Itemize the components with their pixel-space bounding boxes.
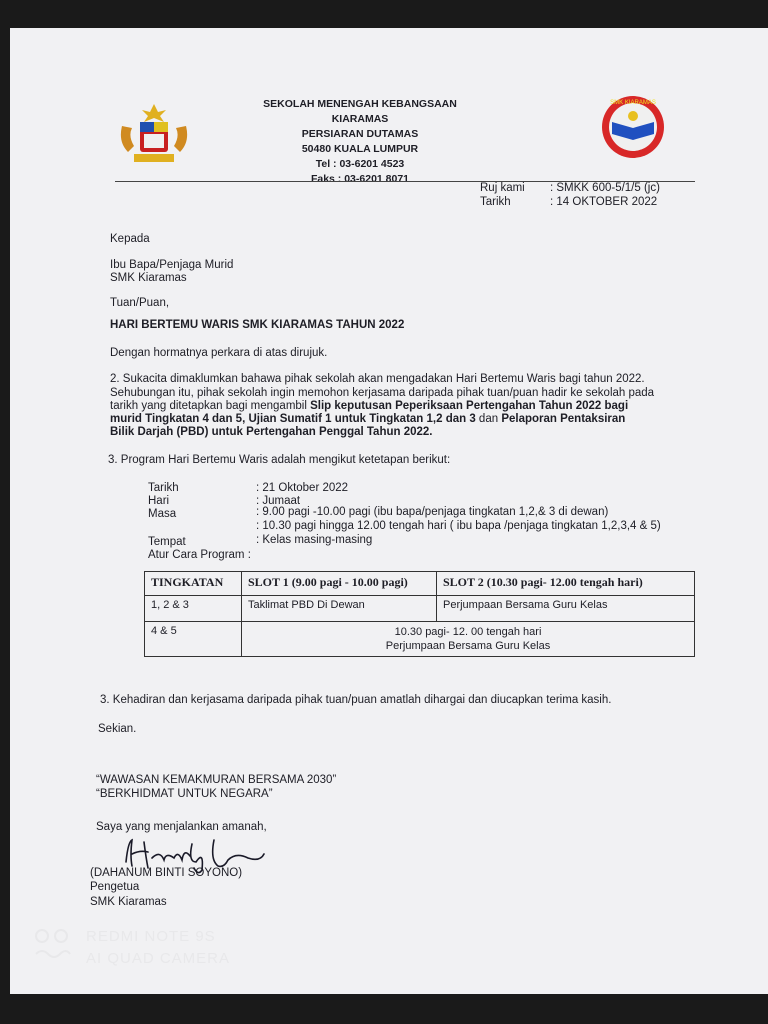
kepada: Kepada xyxy=(110,233,150,245)
motto-1: “WAWASAN KEMAKMURAN BERSAMA 2030” xyxy=(96,774,337,786)
para-2-line3-bold: Slip keputusan Peperiksaan Pertengahan Tahun 2022 bagi xyxy=(310,400,629,412)
school-logo-icon xyxy=(594,94,672,160)
para-1: Dengan hormatnya perkara di atas dirujuk. xyxy=(110,347,328,359)
para-2-line4-bold2: Pelaporan Pentaksiran xyxy=(501,413,626,425)
para-2-line1: 2. Sukacita dimaklumkan bahawa pihak sekolah akan mengadakan Hari Bertemu Waris bagi tahun 2022. xyxy=(110,373,645,385)
detail-tempat-value: : Kelas masing-masing xyxy=(256,534,373,546)
subject: HARI BERTEMU WARIS SMK KIARAMAS TAHUN 2022 xyxy=(110,319,405,331)
table-header-cell: SLOT 2 (10.30 pagi- 12.00 tengah hari) xyxy=(437,572,695,596)
logo-lettering: SMK KIARAMAS xyxy=(610,100,656,106)
signer-org: SMK Kiaramas xyxy=(90,896,167,908)
para-2-line4-bold: murid Tingkatan 4 dan 5, Ujian Sumatif 1 untuk Tingkatan 1,2 dan 3 xyxy=(110,413,476,425)
para-2-line2: Sehubungan itu, pihak sekolah ingin memohon kerjasama daripada pihak tuan/puan hadir ke sekolah pada xyxy=(110,387,655,399)
para-4: 3. Kehadiran dan kerjasama daripada pihak tuan/puan amatlah dihargai dan diucapkan terima kasih. xyxy=(100,694,612,706)
amanah-line: Saya yang menjalankan amanah, xyxy=(96,821,267,833)
table-cell: Perjumpaan Bersama Guru Kelas xyxy=(437,596,695,622)
school-tel: Tel : 03-6201 4523 xyxy=(315,158,405,170)
date-value: : 14 OKTOBER 2022 xyxy=(550,196,658,208)
signer-title: Pengetua xyxy=(90,881,140,893)
table-cell: 4 & 5 xyxy=(145,622,242,657)
school-fax: Faks : 03-6201 8071 xyxy=(310,173,410,185)
para-2-line4 xyxy=(110,412,625,426)
ref-value: : SMKK 600-5/1/5 (jc) xyxy=(550,182,660,194)
detail-masa-value2: : 10.30 pagi hingga 12.00 tengah hari ( ibu bapa /penjaga tingkatan 1,2,3,4 & 5) xyxy=(256,520,661,532)
signer-name: (DAHANUM BINTI SOYONO) xyxy=(90,867,243,879)
watermark-line1: REDMI NOTE 9S xyxy=(86,928,216,945)
salutation: Tuan/Puan, xyxy=(110,297,170,309)
watermark-line2: AI QUAD CAMERA xyxy=(86,950,231,967)
detail-masa-value1: : 9.00 pagi -10.00 pagi (ibu bapa/penjaga tingkatan 1,2,& 3 di dewan) xyxy=(256,506,609,518)
para-2-line3-text: tarikh yang ditetapkan bagi mengambil xyxy=(110,400,311,412)
table-cell: Taklimat PBD Di Dewan xyxy=(242,596,437,622)
camera-watermark-icon xyxy=(32,928,72,962)
motto-2: “BERKHIDMAT UNTUK NEGARA” xyxy=(96,788,273,800)
para-2-line5: Bilik Darjah (PBD) untuk Pertengahan Penggal Tahun 2022. xyxy=(110,426,433,438)
detail-hari-value: : Jumaat xyxy=(256,495,301,507)
para-2-line4-dan: dan xyxy=(475,413,502,425)
table-cell: 1, 2 & 3 xyxy=(145,596,242,622)
table-cell-merged xyxy=(242,622,695,657)
program-table xyxy=(144,571,695,657)
para-2-line3 xyxy=(110,399,628,413)
para-3: 3. Program Hari Bertemu Waris adalah mengikut ketetapan berikut: xyxy=(108,454,451,466)
table-row xyxy=(145,596,695,622)
date-label: Tarikh xyxy=(480,196,511,208)
table-cell-line: 10.30 pagi- 12. 00 tengah hari xyxy=(394,626,542,638)
detail-hari-label: Hari xyxy=(148,495,170,507)
school-city: 50480 KUALA LUMPUR xyxy=(301,143,419,155)
coat-of-arms-icon xyxy=(114,102,194,166)
table-row xyxy=(145,622,695,657)
recipient-line2: SMK Kiaramas xyxy=(110,272,187,284)
detail-tarikh-value: : 21 Oktober 2022 xyxy=(256,482,349,494)
detail-atur-label: Atur Cara Program : xyxy=(148,549,251,561)
table-header-row xyxy=(145,572,695,596)
detail-tarikh-label: Tarikh xyxy=(148,482,179,494)
sekian: Sekian. xyxy=(98,723,137,735)
school-street: PERSIARAN DUTAMAS xyxy=(301,128,419,140)
table-header-cell: SLOT 1 (9.00 pagi - 10.00 pagi) xyxy=(242,572,437,596)
detail-tempat-label: Tempat xyxy=(148,536,186,548)
recipient-line1: Ibu Bapa/Penjaga Murid xyxy=(110,259,234,271)
letterhead xyxy=(240,97,480,187)
detail-masa-label: Masa xyxy=(148,508,177,520)
camera-watermark xyxy=(86,926,230,970)
table-header-cell: TINGKATAN xyxy=(145,572,242,596)
table-cell-line: Perjumpaan Bersama Guru Kelas xyxy=(385,640,551,652)
school-name: SEKOLAH MENENGAH KEBANGSAAN KIARAMAS xyxy=(263,98,457,125)
ref-label: Ruj kami xyxy=(480,182,525,194)
